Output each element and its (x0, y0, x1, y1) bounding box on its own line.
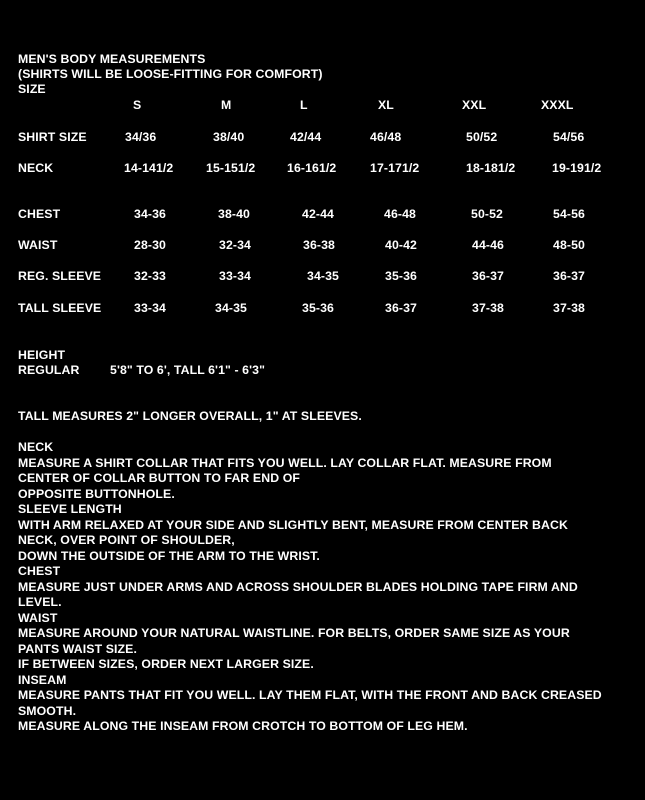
table-cell: 16-161/2 (287, 161, 337, 175)
table-cell: 37-38 (472, 301, 504, 315)
table-cell: 35-36 (385, 269, 417, 283)
table-cell: 34/36 (125, 130, 157, 144)
height-label: HEIGHT (18, 348, 66, 362)
document-title: MEN'S BODY MEASUREMENTS (18, 52, 206, 66)
table-cell: 17-171/2 (370, 161, 420, 175)
instruction-line: DOWN THE OUTSIDE OF THE ARM TO THE WRIST. (18, 548, 320, 563)
table-cell: 33-34 (219, 269, 251, 283)
table-cell: 34-35 (307, 269, 339, 283)
table-cell: 36-38 (303, 238, 335, 252)
table-cell: 48-50 (553, 238, 585, 252)
table-cell: 18-181/2 (466, 161, 516, 175)
table-cell: 36-37 (553, 269, 585, 283)
instruction-line: OPPOSITE BUTTONHOLE. (18, 486, 175, 501)
table-cell: 36-37 (385, 301, 417, 315)
table-cell: 19-191/2 (552, 161, 602, 175)
size-label: SIZE (18, 82, 46, 96)
table-cell: 28-30 (134, 238, 166, 252)
table-cell: 50-52 (471, 207, 503, 221)
table-cell: 15-151/2 (206, 161, 256, 175)
instruction-line: LEVEL. (18, 595, 62, 609)
instruction-line: CENTER OF COLLAR BUTTON TO FAR END OF (18, 471, 300, 485)
instruction-heading-inseam: INSEAM (18, 672, 67, 687)
instruction-line: MEASURE AROUND YOUR NATURAL WAISTLINE. FOR BELTS, ORDER SAME SIZE AS YOUR (18, 626, 570, 640)
column-header: XXL (462, 98, 487, 112)
instruction-heading-waist: WAIST (18, 610, 58, 625)
row-label: WAIST (18, 238, 58, 252)
table-cell: 34-36 (134, 207, 166, 221)
instruction-line: MEASURE ALONG THE INSEAM FROM CROTCH TO BOTTOM OF LEG HEM. (18, 719, 468, 733)
table-cell: 36-37 (472, 269, 504, 283)
table-cell: 54/56 (553, 130, 585, 144)
table-cell: 54-56 (553, 207, 585, 221)
table-cell: 32-33 (134, 269, 166, 283)
table-cell: 50/52 (466, 130, 498, 144)
table-cell: 46-48 (384, 207, 416, 221)
row-label: TALL SLEEVE (18, 301, 102, 315)
table-cell: 14-141/2 (124, 161, 174, 175)
instruction-line: WITH ARM RELAXED AT YOUR SIDE AND SLIGHTLY BENT, MEASURE FROM CENTER BACK (18, 517, 568, 532)
table-cell: 42-44 (302, 207, 334, 221)
instruction-line: MEASURE A SHIRT COLLAR THAT FITS YOU WELL. LAY COLLAR FLAT. MEASURE FROM (18, 455, 552, 470)
row-label: CHEST (18, 207, 61, 221)
instruction-heading-neck: NECK (18, 440, 54, 454)
instruction-heading-sleeve-length: SLEEVE LENGTH (18, 502, 122, 516)
table-cell: 32-34 (219, 238, 251, 252)
regular-label: REGULAR (18, 363, 80, 377)
instruction-heading-chest: CHEST (18, 564, 61, 578)
column-header: XXXL (541, 98, 574, 112)
table-cell: 37-38 (553, 301, 585, 315)
table-cell: 38/40 (213, 130, 245, 144)
instruction-line: MEASURE JUST UNDER ARMS AND ACROSS SHOULDER BLADES HOLDING TAPE FIRM AND (18, 579, 578, 594)
instruction-line: PANTS WAIST SIZE. (18, 641, 137, 656)
table-cell: 44-46 (472, 238, 504, 252)
column-header: XL (378, 98, 394, 112)
table-cell: 38-40 (218, 207, 250, 221)
column-header: M (221, 98, 232, 112)
instruction-line: NECK, OVER POINT OF SHOULDER, (18, 533, 235, 547)
row-label: NECK (18, 161, 54, 175)
column-header: S (133, 98, 142, 112)
table-cell: 35-36 (302, 301, 334, 315)
measuring-instructions (18, 440, 628, 735)
instruction-line: SMOOTH. (18, 703, 77, 718)
regular-height-value: 5'8" TO 6', TALL 6'1" - 6'3" (110, 363, 266, 377)
column-header: L (300, 98, 308, 112)
table-cell: 40-42 (385, 238, 417, 252)
tall-measures-note: TALL MEASURES 2" LONGER OVERALL, 1" AT SLEEVES. (18, 409, 362, 423)
row-label: REG. SLEEVE (18, 269, 102, 283)
table-cell: 46/48 (370, 130, 402, 144)
instruction-line: MEASURE PANTS THAT FIT YOU WELL. LAY THEM FLAT, WITH THE FRONT AND BACK CREASED (18, 688, 602, 702)
instruction-line: IF BETWEEN SIZES, ORDER NEXT LARGER SIZE. (18, 657, 314, 671)
table-cell: 34-35 (215, 301, 247, 315)
row-label: SHIRT SIZE (18, 130, 87, 144)
document-subtitle: (SHIRTS WILL BE LOOSE-FITTING FOR COMFORT) (18, 67, 323, 81)
table-cell: 33-34 (134, 301, 166, 315)
table-cell: 42/44 (290, 130, 322, 144)
